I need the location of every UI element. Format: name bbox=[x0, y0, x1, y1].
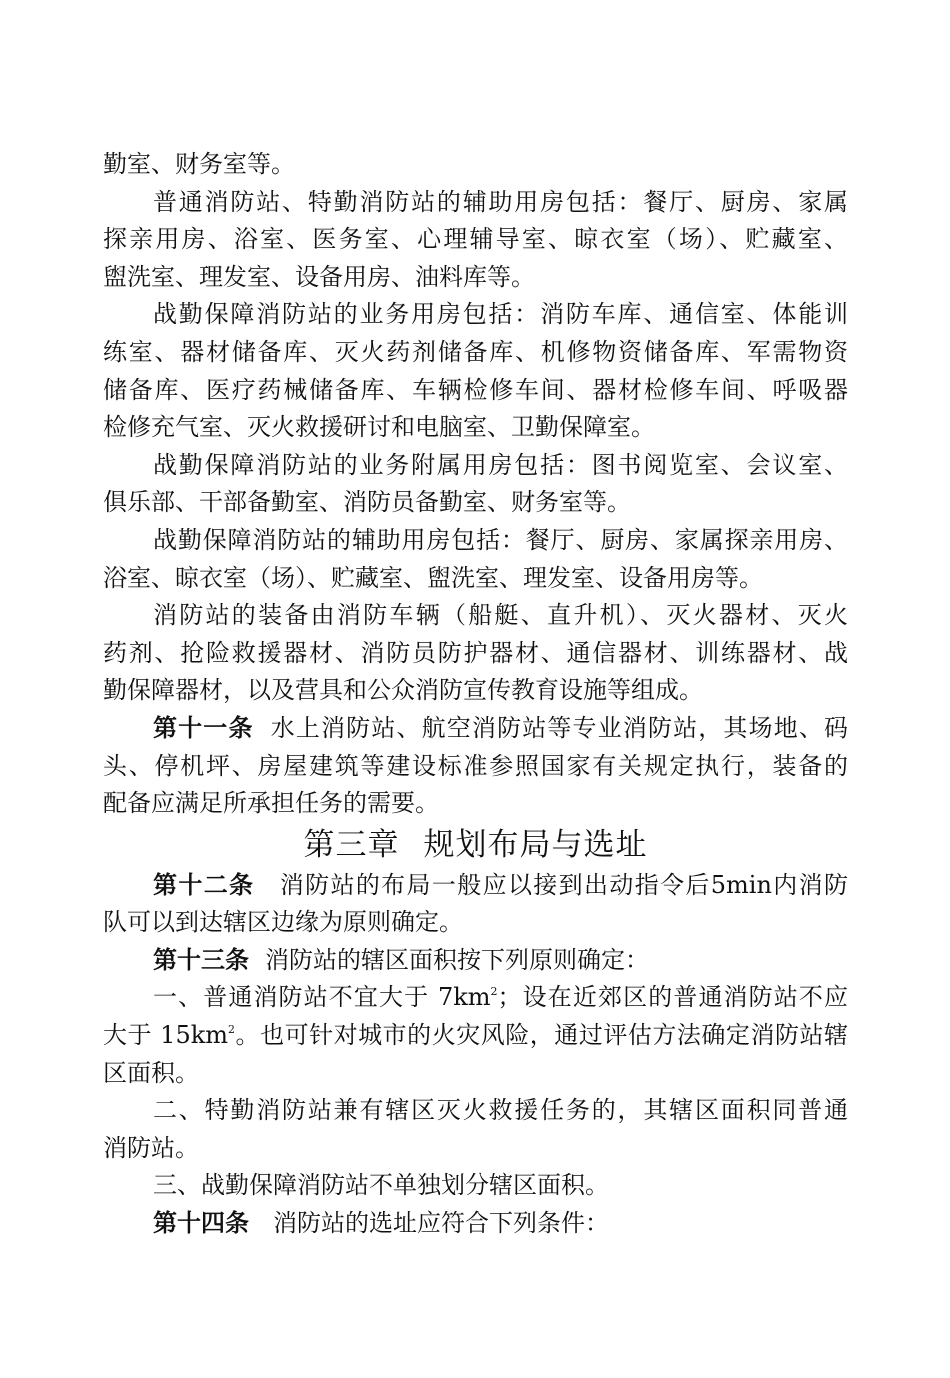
article-11 bbox=[103, 710, 848, 748]
item-1-line bbox=[103, 979, 848, 1017]
text-line: 消防站。 bbox=[103, 1133, 199, 1162]
text-line: 练室、器材储备库、灭火药剂储备库、机修物资储备库、军需物资 bbox=[103, 337, 848, 366]
item-text: 一、普通消防站不宜大于 7km bbox=[153, 983, 491, 1012]
text-line: 储备库、医疗药械储备库、车辆检修车间、器材检修车间、呼吸器 bbox=[103, 375, 848, 404]
text-line: 普通消防站、特勤消防站的辅助用房包括：餐厅、厨房、家属 bbox=[153, 187, 848, 216]
article-text: 消防站的布局一般应以接到出动指令后5min内消防 bbox=[278, 870, 848, 899]
chapter-number: 第三章 bbox=[303, 826, 400, 863]
text-line: 盥洗室、理发室、设备用房、油料库等。 bbox=[103, 262, 535, 291]
text-line: 药剂、抢险救援器材、消防员防护器材、通信器材、训练器材、战 bbox=[103, 638, 848, 667]
chapter-title: 规划布局与选址 bbox=[423, 826, 648, 863]
text-line: 战勤保障消防站的业务用房包括：消防车库、通信室、体能训 bbox=[153, 300, 848, 329]
article-label: 第十四条 bbox=[153, 1209, 249, 1238]
article-13 bbox=[103, 942, 848, 980]
superscript: 2 bbox=[490, 985, 498, 999]
superscript: 2 bbox=[228, 1023, 236, 1037]
text-line: 浴室、晾衣室（场）、贮藏室、盥洗室、理发室、设备用房等。 bbox=[103, 563, 763, 592]
text-line: 俱乐部、干部备勤室、消防员备勤室、财务室等。 bbox=[103, 488, 631, 517]
text-line: 探亲用房、浴室、医务室、心理辅导室、晾衣室（场）、贮藏室、 bbox=[103, 225, 848, 254]
article-label: 第十二条 bbox=[153, 870, 255, 899]
text-line: 区面积。 bbox=[103, 1058, 199, 1087]
text-line: 勤室、财务室等。 bbox=[103, 150, 295, 178]
text-line: 战勤保障消防站的业务附属用房包括：图书阅览室、会议室、 bbox=[153, 450, 848, 479]
text-line: 勤保障器材，以及营具和公众消防宣传教育设施等组成。 bbox=[103, 676, 703, 705]
text-line: 三、战勤保障消防站不单独划分辖区面积。 bbox=[153, 1171, 609, 1200]
article-text: 消防站的辖区面积按下列原则确定： bbox=[265, 945, 649, 974]
text-line: 队可以到达辖区边缘为原则确定。 bbox=[103, 908, 463, 937]
article-label: 第十一条 bbox=[153, 713, 254, 742]
text-line: 检修充气室、灭火救援研讨和电脑室、卫勤保障室。 bbox=[103, 413, 655, 442]
article-14 bbox=[103, 1205, 848, 1243]
article-12 bbox=[103, 867, 848, 905]
text-line: 消防站的装备由消防车辆（船艇、直升机）、灭火器材、灭火 bbox=[153, 601, 848, 630]
text-line: 配备应满足所承担任务的需要。 bbox=[103, 789, 439, 818]
text-line: 二、特勤消防站兼有辖区灭火救援任务的，其辖区面积同普通 bbox=[153, 1096, 848, 1125]
article-label: 第十三条 bbox=[153, 945, 249, 974]
item-text: 大于 15km bbox=[103, 1021, 229, 1050]
item-text: 。也可针对城市的火灾风险，通过评估方法确定消防站辖 bbox=[235, 1021, 849, 1050]
text-line: 头、停机坪、房屋建筑等建设标准参照国家有关规定执行，装备的 bbox=[103, 751, 848, 780]
article-text: 消防站的选址应符合下列条件： bbox=[273, 1209, 609, 1238]
item-text: ；设在近郊区的普通消防站不应 bbox=[497, 983, 849, 1012]
document-page bbox=[103, 146, 848, 1243]
chapter-heading bbox=[103, 823, 848, 867]
item-1-line bbox=[103, 1017, 848, 1055]
text-line: 战勤保障消防站的辅助用房包括：餐厅、厨房、家属探亲用房、 bbox=[153, 525, 848, 554]
article-text: 水上消防站、航空消防站等专业消防站，其场地、码 bbox=[269, 713, 848, 742]
